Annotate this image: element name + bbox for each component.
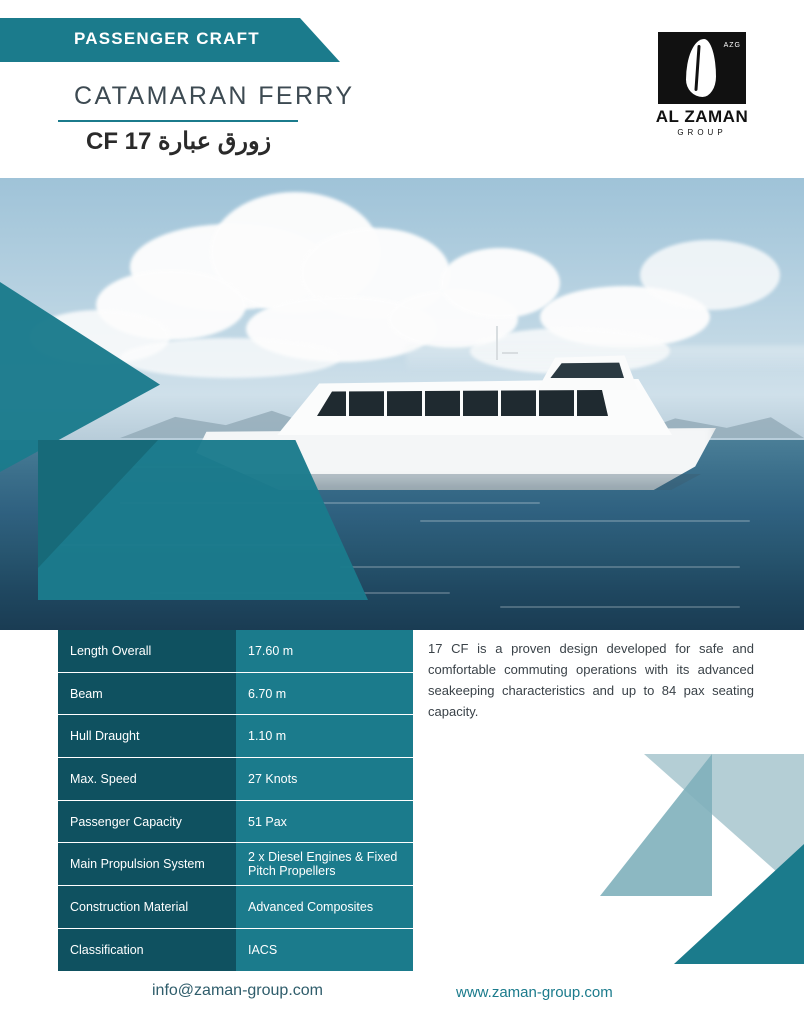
table-row [58, 929, 413, 972]
table-row [58, 673, 413, 716]
spec-label: Length Overall [58, 630, 236, 673]
spec-label: Beam [58, 673, 236, 716]
table-row [58, 630, 413, 673]
company-logo [652, 32, 752, 137]
spec-value: 17.60 m [236, 630, 413, 673]
page-header [0, 0, 804, 178]
page-title: CATAMARAN FERRY [74, 82, 355, 110]
spec-value: Advanced Composites [236, 886, 413, 929]
table-row [58, 758, 413, 801]
spec-value: 51 Pax [236, 801, 413, 844]
spec-value: 6.70 m [236, 673, 413, 716]
spec-label: Main Propulsion System [58, 843, 236, 886]
category-banner-label: PASSENGER CRAFT [74, 29, 260, 48]
spec-label: Construction Material [58, 886, 236, 929]
product-description: 17 CF is a proven design developed for safe and comfortable commuting operations with its advanced seakeeping characteristics and up to 84 pax seating capacity. [428, 641, 754, 719]
table-row [58, 715, 413, 758]
table-row [58, 886, 413, 929]
specifications-table [58, 630, 413, 972]
spec-value: 27 Knots [236, 758, 413, 801]
title-divider [58, 120, 298, 122]
contact-email[interactable]: info@zaman-group.com [152, 982, 323, 999]
spec-label: Classification [58, 929, 236, 972]
logo-company-sub: GROUP [677, 128, 727, 137]
spec-value: 2 x Diesel Engines & Fixed Pitch Propellers [236, 843, 413, 886]
contact-website[interactable]: www.zaman-group.com [456, 984, 613, 1001]
spec-label: Hull Draught [58, 715, 236, 758]
content-area [0, 630, 804, 1024]
spec-label: Max. Speed [58, 758, 236, 801]
table-row [58, 801, 413, 844]
spec-value: IACS [236, 929, 413, 972]
table-row [58, 843, 413, 886]
hero-image [0, 178, 804, 630]
logo-company-name: AL ZAMAN [655, 107, 749, 126]
logo-sail-icon [658, 32, 746, 104]
spec-label: Passenger Capacity [58, 801, 236, 844]
spec-value: 1.10 m [236, 715, 413, 758]
page-title-arabic: زورق عبارة 17 CF [86, 128, 272, 155]
decor-triangle-mid [600, 754, 712, 896]
logo-mark-label: AZG [723, 42, 741, 49]
